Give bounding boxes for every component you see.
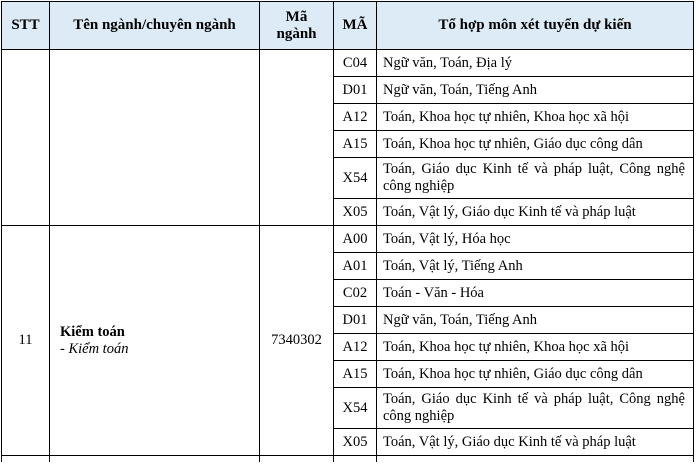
- stt-cell: 11: [2, 226, 50, 456]
- code-cell-prev: [260, 50, 334, 226]
- major-name-cell: [50, 226, 260, 456]
- table-row: [2, 226, 694, 253]
- ma-cell: D01: [334, 77, 377, 104]
- ma-cell: A12: [334, 104, 377, 131]
- header-name: Tên ngành/chuyên ngành: [50, 2, 260, 50]
- specialization-name: - Kiểm toán: [60, 340, 129, 357]
- combination-cell: Toán - Văn - Hóa: [377, 280, 694, 307]
- combination-cell: Toán, Khoa học tự nhiên, Khoa học xã hội: [377, 104, 694, 131]
- ma-cell: C04: [334, 50, 377, 77]
- ma-cell: A12: [334, 334, 377, 361]
- ma-cell: D01: [334, 307, 377, 334]
- admission-table: [1, 1, 694, 462]
- table-row-cut: [2, 456, 694, 463]
- combination-cell: Ngữ văn, Toán, Tiếng Anh: [377, 307, 694, 334]
- ma-cell: A15: [334, 131, 377, 158]
- major-code-cell: 7340302: [260, 226, 334, 456]
- header-stt: STT: [2, 2, 50, 50]
- combination-cell: Toán, Khoa học tự nhiên, Giáo dục công dân: [377, 361, 694, 388]
- header-row: [2, 2, 694, 50]
- ma-cell: C02: [334, 280, 377, 307]
- ma-cell: X54: [334, 388, 377, 429]
- ma-cell: X54: [334, 158, 377, 199]
- combination-cell: Toán, Vật lý, Giáo dục Kinh tế và pháp luật: [377, 199, 694, 226]
- stt-cell-prev: [2, 50, 50, 226]
- table-row: [2, 50, 694, 77]
- combination-cell: Toán, Giáo dục Kinh tế và pháp luật, Công nghệ công nghiệp: [377, 388, 694, 429]
- header-ma: MÃ: [334, 2, 377, 50]
- combination-cell: Ngữ văn, Toán, Địa lý: [377, 50, 694, 77]
- major-title: Kiểm toán: [60, 323, 125, 340]
- ma-cell: A01: [334, 253, 377, 280]
- combination-cell: Ngữ văn, Toán, Tiếng Anh: [377, 77, 694, 104]
- combination-cell: Toán, Vật lý, Giáo dục Kinh tế và pháp luật: [377, 429, 694, 456]
- combination-cell: Toán, Khoa học tự nhiên, Giáo dục công dân: [377, 131, 694, 158]
- ma-cell: A15: [334, 361, 377, 388]
- combination-cell: Toán, Vật lý, Hóa học: [377, 226, 694, 253]
- name-cell-prev: [50, 50, 260, 226]
- ma-cell: A00: [334, 226, 377, 253]
- combination-cell: Toán, Giáo dục Kinh tế và pháp luật, Công nghệ công nghiệp: [377, 158, 694, 199]
- header-combination: Tổ hợp môn xét tuyển dự kiến: [377, 2, 694, 50]
- combination-cell: Toán, Vật lý, Tiếng Anh: [377, 253, 694, 280]
- ma-cell: X05: [334, 429, 377, 456]
- ma-cell: X05: [334, 199, 377, 226]
- combination-cell: Toán, Khoa học tự nhiên, Khoa học xã hội: [377, 334, 694, 361]
- header-code: Mã ngành: [260, 2, 334, 50]
